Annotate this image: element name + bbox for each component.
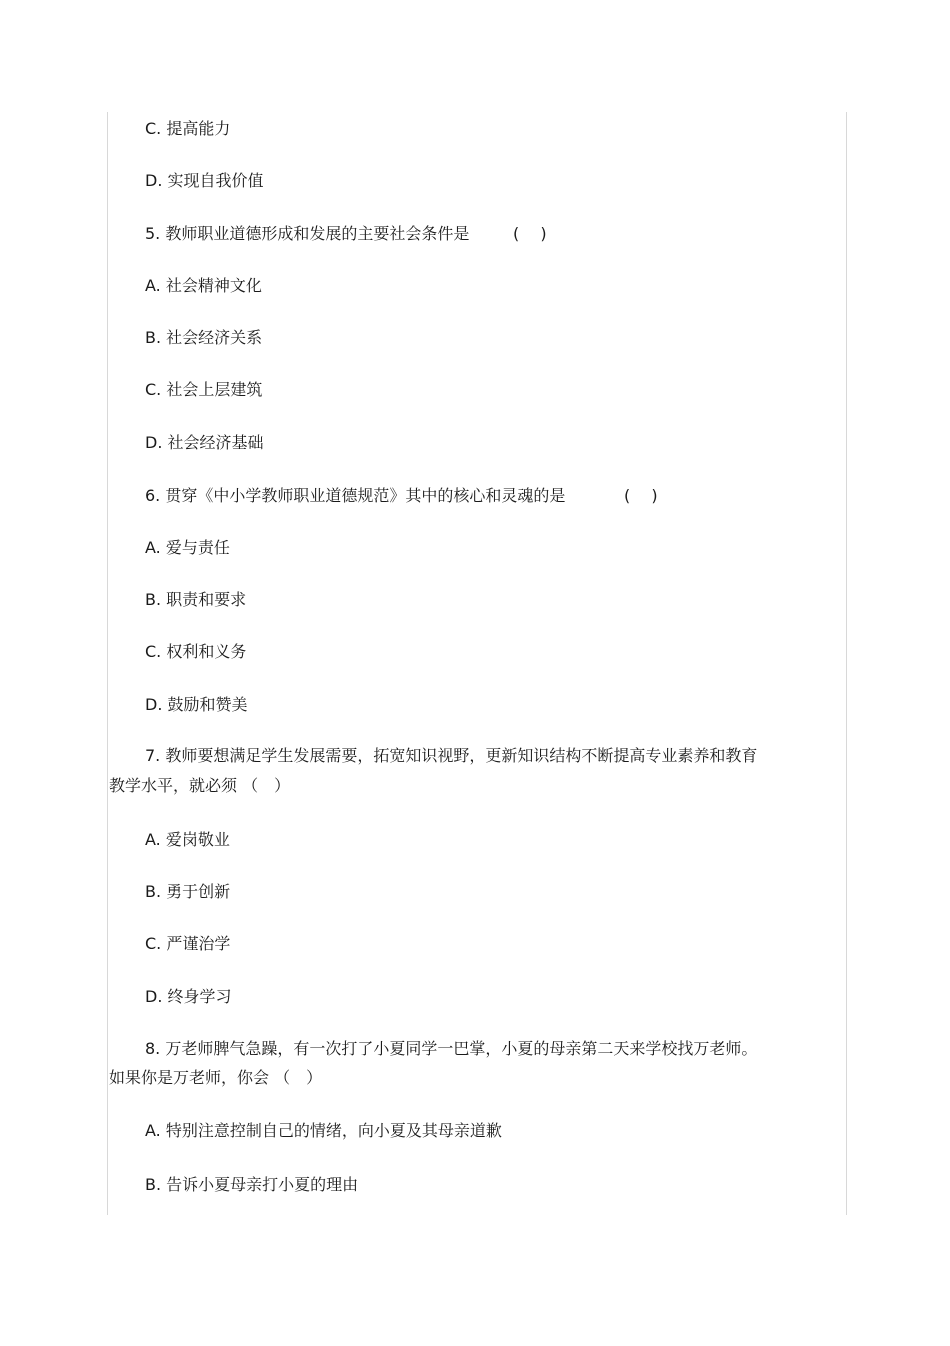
option-5b: B. 社会经济关系 [145, 328, 263, 347]
option-8b: B. 告诉小夏母亲打小夏的理由 [145, 1175, 359, 1194]
option-6b: B. 职责和要求 [145, 590, 247, 609]
option-7b: B. 勇于创新 [145, 882, 231, 901]
question-7: 7. 教师要想满足学生发展需要，拓宽知识视野，更新知识结构不断提高专业素养和教育 [145, 746, 758, 765]
question-5: 5. 教师职业道德形成和发展的主要社会条件是 [145, 224, 470, 243]
option-5d: D. 社会经济基础 [145, 433, 264, 452]
option-6a: A. 爱与责任 [145, 538, 230, 557]
question-7-continued: 教学水平，就必须 （ ） [109, 776, 291, 795]
option-4d: D. 实现自我价值 [145, 171, 264, 190]
question-6: 6. 贯穿《中小学教师职业道德规范》其中的核心和灵魂的是 [145, 486, 566, 505]
answer-blank-6: ( ) [624, 486, 658, 505]
option-8a: A. 特别注意控制自己的情绪，向小夏及其母亲道歉 [145, 1121, 502, 1140]
question-8: 8. 万老师脾气急躁，有一次打了小夏同学一巴掌，小夏的母亲第二天来学校找万老师。 [145, 1039, 758, 1058]
option-7d: D. 终身学习 [145, 987, 232, 1006]
question-8-continued: 如果你是万老师，你会 （ ） [109, 1068, 323, 1087]
option-5a: A. 社会精神文化 [145, 276, 262, 295]
option-4c: C. 提高能力 [145, 119, 231, 138]
option-7c: C. 严谨治学 [145, 934, 231, 953]
option-6c: C. 权利和义务 [145, 642, 247, 661]
answer-blank-5: ( ) [513, 224, 547, 243]
option-7a: A. 爱岗敬业 [145, 830, 230, 849]
option-5c: C. 社会上层建筑 [145, 380, 263, 399]
option-6d: D. 鼓励和赞美 [145, 695, 248, 714]
